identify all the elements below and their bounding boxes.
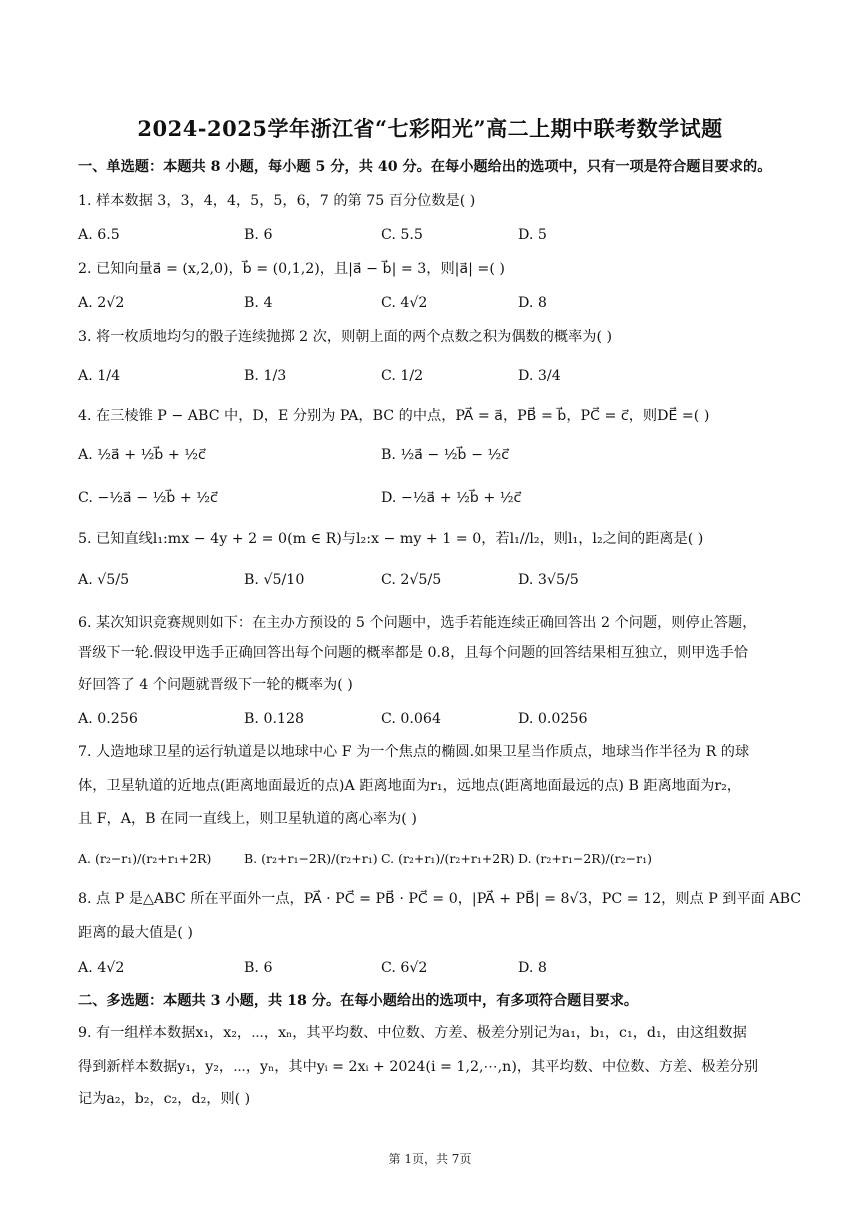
option-d: D. 8 [518,295,547,311]
question-4-stem: 4. 在三棱锥 P − ABC 中，D，E 分别为 PA，BC 的中点，PA⃗ = a⃗，PB⃗ = b⃗，PC⃗ = c⃗，则DE⃗ =( ) [78,408,710,424]
option-b: B. 0.128 [244,711,305,727]
option-c: C. 4√2 [381,295,428,311]
option-c: C. −½a⃗ − ½b⃗ + ½c⃗ [78,490,218,506]
option-a: A. 0.256 [78,711,138,727]
question-2-stem: 2. 已知向量a⃗ = (x,2,0)，b⃗ = (0,1,2)，且|a⃗ − b⃗| = 3，则|a⃗| =( ) [78,261,505,277]
question-6-line-2: 晋级下一轮.假设甲选手正确回答出每个问题的概率都是 0.8，且每个问题的回答结果相互独立，则甲选手恰 [78,645,749,661]
question-7-line-3: 且 F，A，B 在同一直线上，则卫星轨道的离心率为( ) [78,811,417,827]
option-a: A. (r₂−r₁)/(r₂+r₁+2R) [78,851,212,866]
option-d: D. 5 [518,227,547,243]
question-7-line-2: 体，卫星轨道的近地点(距离地面最近的点)A 距离地面为r₁，远地点(距离地面最远的点) B 距离地面为r₂， [78,778,741,794]
question-9-line-3: 记为a₂，b₂，c₂，d₂，则( ) [78,1091,251,1107]
option-c: C. 0.064 [381,711,441,727]
option-d: D. (r₂+r₁−2R)/(r₂−r₁) [518,851,652,866]
section-heading-single-choice: 一、单选题：本题共 8 小题，每小题 5 分，共 40 分。在每小题给出的选项中，只有一项是符合题目要求的。 [78,159,772,175]
option-b: B. 4 [244,295,273,311]
option-a: A. ½a⃗ + ½b⃗ + ½c⃗ [78,447,206,463]
option-d: D. 3√5/5 [518,572,579,588]
option-d: D. 0.0256 [518,711,588,727]
option-c: C. 1/2 [381,368,424,384]
question-1-stem: 1. 样本数据 3，3，4，4，5，5，6，7 的第 75 百分位数是( ) [78,193,476,209]
option-b: B. ½a⃗ − ½b⃗ − ½c⃗ [381,447,510,463]
question-3-stem: 3. 将一枚质地均匀的骰子连续抛掷 2 次，则朝上面的两个点数之积为偶数的概率为( ) [78,329,613,345]
option-d: D. −½a⃗ + ½b⃗ + ½c⃗ [381,490,522,506]
option-a: A. 1/4 [78,368,121,384]
page-title: 2024-2025学年浙江省“七彩阳光”高二上期中联考数学试题 [137,116,723,141]
section-heading-multiple-choice: 二、多选题：本题共 3 小题，共 18 分。在每小题给出的选项中，有多项符合题目要求。 [78,993,639,1009]
option-c: C. 5.5 [381,227,423,243]
option-c: C. 6√2 [381,960,428,976]
question-9-line-1: 9. 有一组样本数据x₁，x₂，⋯，xₙ，其平均数、中位数、方差、极差分别记为a₁，b₁，c₁，d₁，由这组数据 [78,1025,747,1041]
question-8-line-2: 距离的最大值是( ) [78,925,193,941]
option-c: C. 2√5/5 [381,572,442,588]
question-6-line-3: 好回答了 4 个问题就晋级下一轮的概率为( ) [78,677,353,693]
question-6-line-1: 6. 某次知识竞赛规则如下：在主办方预设的 5 个问题中，选手若能连续正确回答出 2 个问题，则停止答题， [78,615,757,631]
option-a: A. √5/5 [78,572,130,588]
option-a: A. 2√2 [78,295,125,311]
question-8-line-1: 8. 点 P 是△ABC 所在平面外一点，PA⃗ · PC⃗ = PB⃗ · PC⃗ = 0，|PA⃗ + PB⃗| = 8√3，PC = 12，则点 P 到平面 ABC [78,891,802,907]
option-a: A. 6.5 [78,227,120,243]
option-b: B. 1/3 [244,368,287,384]
question-9-line-2: 得到新样本数据y₁，y₂，⋯，yₙ，其中yᵢ = 2xᵢ + 2024(i = 1,2,⋯,n)，其平均数、中位数、方差、极差分别 [78,1059,759,1075]
question-7-line-1: 7. 人造地球卫星的运行轨道是以地球中心 F 为一个焦点的椭圆.如果卫星当作质点，地球当作半径为 R 的球 [78,744,750,760]
option-a: A. 4√2 [78,960,125,976]
option-b: B. 6 [244,960,273,976]
option-d: D. 8 [518,960,547,976]
option-b: B. 6 [244,227,273,243]
option-d: D. 3/4 [518,368,561,384]
page-footer: 第 1页，共 7页 [388,1152,472,1166]
question-5-stem: 5. 已知直线l₁:mx − 4y + 2 = 0(m ∈ R)与l₂:x − my + 1 = 0，若l₁//l₂，则l₁，l₂之间的距离是( ) [78,531,704,547]
option-c: C. (r₂+r₁)/(r₂+r₁+2R) [381,851,515,866]
option-b: B. (r₂+r₁−2R)/(r₂+r₁) [244,851,378,866]
option-b: B. √5/10 [244,572,305,588]
